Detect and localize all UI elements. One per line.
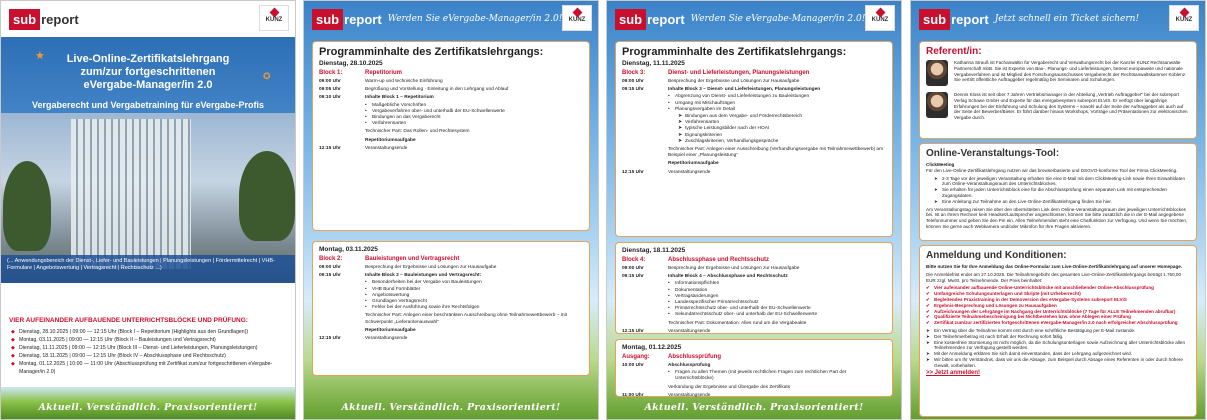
row-time: 09:15 Uhr [622, 274, 644, 280]
row-time: Ausgang: [622, 354, 650, 360]
list-item: ➤ Bindungen aus dem Vergabe- und Förderrechtsbereich [678, 114, 886, 120]
page-header [304, 1, 598, 37]
cover-subtitle: Vergaberecht und Vergabetraining für eVergabe-Profis [31, 100, 265, 110]
blocks-list [11, 328, 289, 376]
list-item: • Verfahrensarten [365, 121, 583, 127]
topic-list [365, 280, 583, 311]
list-item: ➤ Zuschlagskriterien, Verhandlungsgespräche [678, 139, 886, 145]
subreport-logo: sub [9, 9, 40, 30]
subreport-logo-rest: report [41, 11, 79, 27]
row-desc: Technischer Part: Dokumentation: Alles rund um die Vergabeakte [668, 320, 807, 326]
list-item: ◆ Montag, 03.11.2025 | 09:00 — 12:15 Uhr (Block II – Bauleistungen und Vertragsrecht) [11, 336, 289, 344]
row-time: Block 3: [622, 70, 646, 76]
row-desc: Technischer Part: Das Rollen- und Rechtesystem [365, 129, 470, 135]
table-row [622, 363, 886, 383]
row-desc: Abschlussprüfung [668, 354, 722, 360]
avatar [926, 92, 948, 118]
registration-title: Anmeldung und Konditionen: [926, 250, 1067, 261]
topic-sublist [678, 114, 886, 145]
row-desc: Besprechung der Ergebnisse und Lösungen zur Hausaufgabe [365, 265, 497, 270]
topic-list [668, 94, 886, 113]
program-title: Programminhalte des Zertifikatslehrgangs: [622, 46, 847, 58]
row-time: Block 1: [319, 70, 343, 76]
cover-title-line: zum/zur fortgeschrittenen [80, 66, 216, 78]
table-row [622, 70, 886, 77]
header-claim: Jetzt schnell ein Ticket sichern! [994, 14, 1140, 24]
row-time: 09:00 Uhr [622, 79, 644, 84]
speaker-row [926, 92, 1190, 121]
row-desc: Veranstaltungsende [365, 336, 408, 342]
table-row [319, 79, 583, 85]
list-item: ✔ Qualifizierte Teilnahmebescheinigung bei Nichtbestehen bzw. ohne Ablegen einer Prüfung [926, 314, 1190, 320]
program-title: Programminhalte des Zertifikatslehrgangs: [319, 46, 544, 58]
table-row [319, 138, 583, 144]
table-row [622, 87, 886, 145]
list-item: • Maßgebliche Vorschriften [365, 103, 583, 109]
kunz-logo: KUNZ [865, 5, 895, 31]
session-date: Dienstag, 11.11.2025 [622, 60, 685, 67]
row-time: 09:05 Uhr [319, 87, 341, 93]
row-time: 09:00 Uhr [622, 266, 644, 271]
row-time: Block 2: [319, 256, 343, 262]
row-desc-head: Inhalte Block 2 – Bauleistungen und Vertragsrecht: [365, 273, 482, 279]
row-time: 12:15 Uhr [319, 336, 341, 342]
terms-list [926, 328, 1190, 369]
table-row [622, 266, 886, 272]
kunz-logo: KUNZ [1169, 5, 1199, 31]
footer-claim: Aktuell. Verständlich. Praxisorientiert! [644, 402, 864, 413]
table-row [319, 87, 583, 93]
cover-title-line: eVergabe-Manager/in 2.0 [83, 79, 213, 91]
row-desc: Veranstaltungsende [668, 328, 711, 334]
row-time: 11:00 Uhr [622, 392, 644, 398]
table-row [622, 329, 886, 335]
list-item: ◆ Dienstag, 28.10.2025 | 09:00 — 12:15 Uhr (Block I – Repetitorium (Highlights aus den Grundlagen)) [11, 328, 289, 336]
list-item: ➤ typische Leistungsbilder nach der HOAI [678, 126, 886, 132]
topic-list [365, 103, 583, 128]
page-header [607, 1, 901, 37]
list-item: • Bindungen an das Vergaberecht [365, 115, 583, 121]
avatar [926, 60, 948, 86]
table-row [622, 170, 886, 176]
row-desc: Bauleistungen und Vertragsrecht [365, 256, 460, 262]
row-time: 12:15 Uhr [622, 169, 644, 175]
page-info [910, 0, 1206, 420]
table-row [319, 328, 583, 334]
row-time: 12:15 Uhr [319, 145, 341, 151]
row-desc: Repetitoriumsaufgabe [365, 327, 416, 333]
speaker-bio: Katharina Strauß ist Fachanwältin für Vergaberecht und Verwaltungsrecht bei der Kanzlei KUNZ Rechtsanwälte Partnerschaft mbB. Sie ist Expertin von Bau-, Planungs- und Lieferleistungen, betreut europaweite und nationale Vergabeverfahren und ist Mitglied des Forschungsausschusses Vergaberecht der Rechtsanwaltskammer Koblenz. Sie vertritt öffentliche Auftraggeber regelmäßig bei Seminaren und Schulungen. [954, 60, 1187, 83]
list-item: ➤ Ein Vertrag über die Teilnahme kommt erst durch eine schriftliche Bestätigung per E-Mail zustande. [926, 328, 1190, 334]
row-desc: Veranstaltungsende [668, 392, 711, 398]
row-time: 10:00 Uhr [622, 363, 644, 368]
list-item: ➤ Eine kostenfreie Stornierung ist nicht möglich, da die Schulungsunterlagen sowie Aufzeichnung aller Unterrichtsblöcke allen Teilnehmenden zur Verfügung gestellt werden. [926, 340, 1190, 352]
list-item: • Vertragsänderungen [668, 294, 886, 300]
row-desc [668, 87, 886, 145]
row-desc-head: Inhalte Block 4 – Abschlussphase und Rechtsschutz [668, 274, 788, 280]
row-time [622, 147, 668, 159]
subreport-logo-rest: report [647, 11, 685, 27]
list-item: • Fragen zu allen Themen (mit jeweils rechtlichen Fragen zum rechtlichen Part der Unterrichtsblöcke) [668, 370, 886, 382]
row-desc-head: Abschlussprüfung [668, 363, 711, 368]
registration-box [919, 245, 1197, 417]
row-time [319, 129, 365, 135]
header-claim: Werden Sie eVergabe-Manager/in 2.0! [387, 14, 563, 24]
table-row [622, 393, 886, 399]
subreport-logo: sub [615, 9, 646, 30]
table-row [319, 95, 583, 127]
list-item: ➤ Wir bitten um Ihr Verständnis, dass wir uns die Absage, zum Beispiel durch Absage eines Referenten in oder durch höhere Gewalt, vorbehalten. [926, 357, 1190, 369]
list-item: • Informationspflichten [668, 281, 886, 287]
list-item: • Primärrechtsschutz ober- und unterhalb der EU-Schwellenwerte [668, 306, 886, 312]
row-desc: Repetitoriumsaufgabe [668, 161, 719, 167]
list-item: ✔ Umfangreiche Schulungsunterlagen und Skripte (mit Urheberrecht) [926, 291, 1190, 297]
list-item: • Besonderheiten bei der Vergabe von Bauleistungen [365, 280, 583, 286]
row-desc-head: Inhalte Block 3 – Dienst- und Lieferleistungen, Planungsleistungen [668, 87, 821, 93]
session-date: Dienstag, 18.11.2025 [622, 247, 686, 254]
register-now-link[interactable]: >> Jetzt anmelden! [926, 369, 981, 376]
row-time [319, 138, 365, 144]
table-row [319, 129, 583, 135]
blocks-heading: VIER AUFEINANDER AUFBAUENDE UNTERRICHTSBLÖCKE UND PRÜFUNG: [9, 317, 248, 324]
list-item: • Planungsvergaben im Detail [668, 107, 886, 113]
kunz-logo: KUNZ [259, 5, 289, 31]
list-item: • Sekundärrechtsschutz ober- und unterhalb der EU-Schwellenwerte [668, 312, 886, 318]
table-row [622, 321, 886, 327]
row-desc: Verkündung der Ergebnisse und Übergabe des Zertifikats [668, 384, 791, 390]
header-claim: Werden Sie eVergabe-Manager/in 2.0! [690, 14, 866, 24]
session-date: Montag, 03.11.2025 [319, 246, 378, 253]
program-box-exam [615, 339, 893, 397]
footer-claim: Aktuell. Verständlich. Praxisorientiert! [38, 402, 258, 413]
list-item: • Angebotswertung [365, 293, 583, 299]
program-box-block2 [312, 241, 590, 376]
speaker-bio: Dennis Kloss ist seit über 7 Jahren Vertriebsmanager in der Abteilung „Vertrieb Auftraggeber“ bei der subreport Verlag Schawe GmbH und Experte für das eVergabesystem subreport ELViS. Er verfügt über langjährige Erfahrungen bei der Einführung und Schulung des Systems – sowohl auf der Seite der Auftraggeber als auch auf der Seite der Bewerber/Bieter. Er führt darüber hinaus Workshops, Vorträge und Präsentationen zur elektronischen Vergabe durch. [954, 92, 1188, 121]
row-desc: Technischer Part: Anlegen einer Ausschreibung (Verhandlungsvergabe mit Teilnahmewettbewerb) am Beispiel einer „Planungsleistung“ [668, 147, 884, 159]
list-item: ◆ Dienstag, 11.11.2025 | 09:00 — 12:15 Uhr (Block III – Dienst- und Lieferleistungen, Planungsleistungen) [11, 344, 289, 352]
row-desc [365, 95, 583, 127]
row-time: 09:00 Uhr [319, 265, 341, 270]
list-item: • VHB Bund Formblätter [365, 287, 583, 293]
list-item: ✔ Begleitendes Praxistraining in der Demoversion des eVergabe-Systems subreport ELViS [926, 297, 1190, 303]
row-time: Block 4: [622, 257, 646, 263]
speakers-box [919, 41, 1197, 139]
cover-header [1, 1, 295, 37]
topic-list [668, 281, 886, 318]
row-desc: Veranstaltungsende [365, 145, 408, 151]
program-box-block4 [615, 242, 893, 334]
star-icon: ✪ [263, 71, 271, 81]
list-item: ➤ Eignungskriterien [678, 133, 886, 139]
row-time: 12:15 Uhr [622, 328, 644, 334]
tool-outro: Am Veranstaltungstag reisen Sie über den übermittelten Link dem Online-Veranstaltungsraum des jeweiligen Unterrichtsblockes bei. Ist an Ihrem Rechner kein Headset/Lautsprecher angeschlossen, können Sie bitte zusätzlich die in der E-Mail angegebene Telefonnummer und geben Sie den Pin ein. Allen Teilnehmenden steht eine Chatfunktion zur Verfügung. Und wenn Sie möchten, können Sie gerne auch Webkamera und/oder Mikrofon für Ihre Fragen aktivieren. [926, 206, 1188, 229]
table-row [319, 256, 583, 263]
tool-box [919, 143, 1197, 241]
row-time [622, 385, 668, 391]
table-row [319, 313, 583, 325]
row-desc: Veranstaltungsende [668, 169, 711, 175]
table-row [319, 336, 583, 342]
tree-image [239, 151, 295, 241]
row-time [622, 161, 668, 167]
row-desc [365, 273, 583, 311]
row-time: 09:00 Uhr [319, 79, 341, 84]
list-item: • Abgrenzung von Dienst- und Lieferleistungen zu Bauleistungen [668, 94, 886, 100]
row-desc [668, 363, 886, 383]
tree-image [3, 161, 51, 251]
list-item: • Dokumentation [668, 288, 886, 294]
session-date: Montag, 01.12.2025 [622, 344, 682, 351]
star-icon: ★ [35, 50, 45, 62]
cover-topics-band: (... Anwendungsbereich der Dienst-, Liefer- und Bauleistungen | Planungsleistungen | Fördermittelrecht | VHB-Formulare | Angebotswertung | Vertragsrecht | Rechtsschutz ...) [1, 255, 295, 283]
program-box-block1 [312, 41, 590, 231]
table-row [622, 385, 886, 391]
list-item: ➤ Mit der Anmeldung erklären Sie sich damit einverstanden, dass der Lehrgang aufgezeichnet wird. [926, 351, 1190, 357]
list-item: ➤ Der Teilnehmerbetrag ist nach Erhalt der Rechnung sofort fällig. [926, 334, 1190, 340]
price-includes-list [926, 285, 1190, 326]
list-item: ✔ Vier aufeinander aufbauende Online-Unterrichtsblöcke mit anschließender Online-Abschlussprüfung [926, 285, 1190, 291]
subreport-logo-rest: report [344, 11, 382, 27]
row-time: 09:15 Uhr [319, 273, 341, 279]
row-time [319, 328, 365, 334]
list-item: ➤ Eine Anleitung zur Teilnahme an den Live-Online-Zertifikatslehrgang finden Sie hier. [934, 199, 1190, 205]
list-item: ✔ Zertifikat zum/zur zertifizierten fortgeschrittenen eVergabe-Manager/in 2.0 nach erfolgreicher Abschlussprüfung [926, 320, 1190, 326]
subreport-logo-rest: report [951, 11, 989, 27]
list-item: • Landesspezifischer Primärrechtsschutz [668, 300, 886, 306]
list-item: ◆ Montag, 01.12.2025 | 10:00 — 11:00 Uhr (Abschlussprüfung mit Zertifikat zum/zur fortgeschrittenen eVergabe-Manager/in 2.0) [11, 360, 289, 376]
table-row [319, 273, 583, 311]
table-row [622, 274, 886, 318]
row-desc: Warm-up und technische Einführung [365, 79, 443, 84]
list-item: ➤ Sie erhalten für jeden Unterrichtsblock eine für die Abschlussprüfung einen separaten Link mit entsprechenden Zugangsdaten. [934, 187, 1190, 199]
list-item: • Grundlagen Vertragsrecht [365, 299, 583, 305]
office-tower-image [71, 119, 191, 269]
list-item: • Fehler bei der Ausführung sowie ihre Rechtsfolgen [365, 305, 583, 311]
row-desc: Repetitorium [365, 70, 403, 76]
registration-intro: Bitte nutzen Sie für Ihre Anmeldung das Online-Formular zum Live-Online-Zertifikatslehrgang auf unserer Homepage. [926, 264, 1183, 269]
row-desc [668, 274, 886, 318]
program-box-block3 [615, 41, 893, 237]
row-desc: Technischer Part: Anlegen einer beschränkten Ausschreibung ohne Teilnahmewettbewerb – mit Schwerpunkt „Lieferantenauswahl“ [365, 313, 568, 325]
cover-title-line: Live-Online-Zertifikatslehrgang [66, 53, 230, 65]
tool-intro: Für den Live-Online-Zertifikatslehrgang nutzen wir das browserbasierte und DSGVO-konforme Tool der Firma ClickMeeting. [926, 167, 1178, 173]
registration-fee: Die Anmeldefrist endet am 27.10.2025. Die Teilnahmegebühr des gesamten Live-Online-Zertifikatslehrgangs beträgt 1.750,00 EUR zzgl. MwSt. pro Teilnehmende. Der Preis beinhaltet: [926, 271, 1182, 283]
row-desc: Begrüßung und Vorstellung · Einleitung in den Lehrgang und Ablauf [365, 87, 509, 93]
table-row [622, 354, 886, 361]
row-desc-head: Inhalte Block 1 – Repetitorium [365, 95, 434, 101]
footer-claim: Aktuell. Verständlich. Praxisorientiert! [341, 402, 561, 413]
topic-list [668, 370, 886, 382]
speakers-title: Referent/in: [926, 46, 982, 57]
row-time [319, 313, 365, 325]
table-row [622, 161, 886, 167]
list-item: ✔ Aufzeichnungen der Lehrgänge im Nachgang der Unterrichtsblöcke (7 Tage für ALLE Teilnehmenden abrufbar) [926, 309, 1190, 315]
list-item: ➤ Verfahrensarten [678, 120, 886, 126]
subreport-logo: sub [919, 9, 950, 30]
table-row [622, 257, 886, 264]
list-item: ◆ Dienstag, 18.11.2025 | 09:00 — 12:15 Uhr (Block IV – Abschlussphase und Rechtsschutz) [11, 352, 289, 360]
table-row [622, 147, 886, 159]
table-row [319, 70, 583, 77]
list-item: ➤ 2-3 Tage vor der jeweiligen Veranstaltung erhalten Sie eine E-Mail mit dem ClickMeeting-Link sowie Ihren Einwahldaten zum Online-Veranstaltungsraum des Unterrichtsblockes. [934, 176, 1190, 188]
kunz-logo: KUNZ [562, 5, 592, 31]
row-time: 09:10 Uhr [319, 95, 341, 101]
subreport-logo: sub [312, 9, 343, 30]
list-item: • Vergabeverfahren ober- und unterhalb der EU-Schwellenwerte [365, 109, 583, 115]
row-time [622, 321, 668, 327]
cover-title [21, 53, 275, 92]
table-row [319, 146, 583, 152]
list-item: ✔ Ergebnis-Besprechung und Lösungen zu Hausaufgaben [926, 303, 1190, 309]
row-time: 09:15 Uhr [622, 87, 644, 93]
tool-title: Online-Veranstaltungs-Tool: [926, 148, 1060, 159]
session-date: Dienstag, 28.10.2025 [319, 60, 383, 67]
row-desc: Dienst- und Lieferleistungen, Planungsleistungen [668, 70, 810, 76]
row-desc: Besprechung der Ergebnisse und Lösungen zur Hausaufgabe [668, 266, 800, 271]
row-desc: Abschlussphase und Rechtsschutz [668, 257, 770, 263]
page-program-2 [606, 0, 902, 420]
table-row [622, 79, 886, 85]
list-item: • Umgang mit Mischaufträgen [668, 101, 886, 107]
tool-list [934, 176, 1190, 205]
row-desc: Repetitoriumsaufgabe [365, 137, 416, 143]
page-header [911, 1, 1205, 37]
tool-name: ClickMeeting [926, 162, 955, 167]
speaker-row [926, 60, 1190, 86]
row-desc: Besprechung der Ergebnisse und Lösungen zur Hausaufgabe [668, 79, 800, 84]
page-program-1 [303, 0, 599, 420]
page-cover [0, 0, 296, 420]
table-row [319, 265, 583, 271]
